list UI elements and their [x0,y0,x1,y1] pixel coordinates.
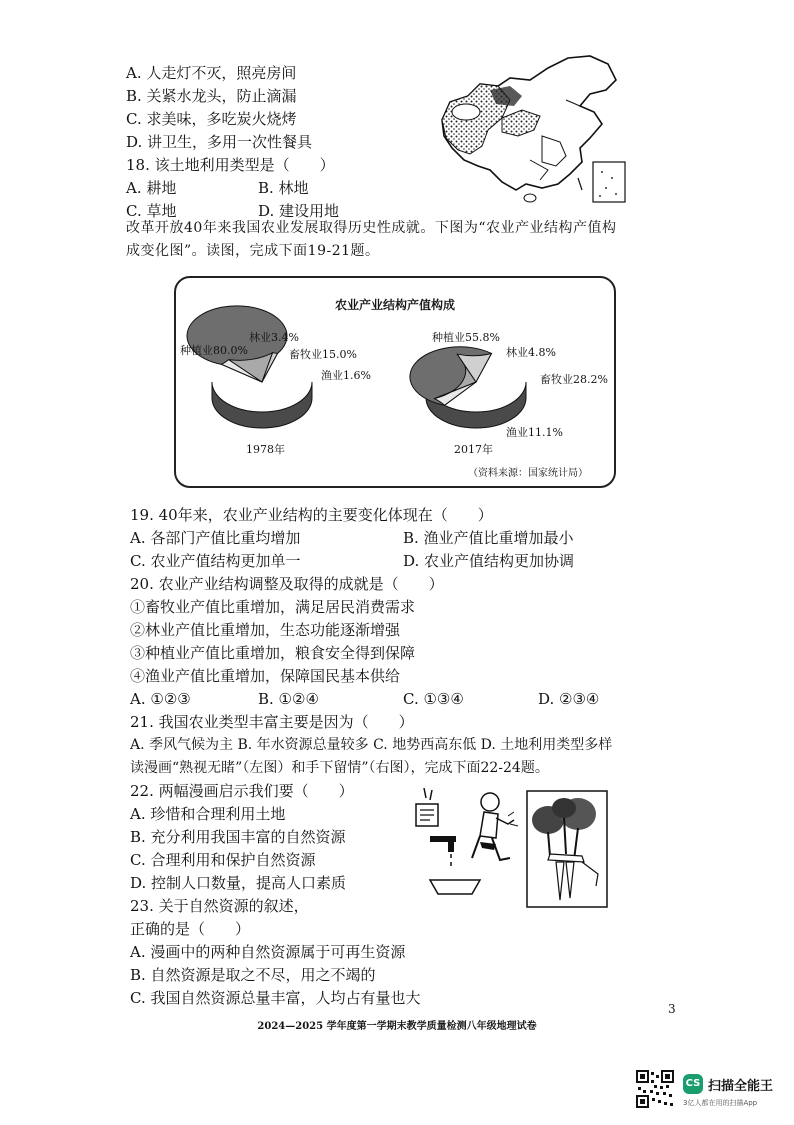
pie2017-label-forest: 林业4.8% [506,346,556,359]
intro-19-21-line1: 改革开放40年来我国农业发展取得历史性成就。下图为“农业产业结构产值构 [126,220,617,236]
q20-statement-4: ④渔业产值比重增加，保障国民基本供给 [130,667,401,685]
intro-19-21-line2: 成变化图”。读图，完成下面19-21题。 [126,243,380,259]
q22-stem: 22. 两幅漫画启示我们要（ ） [130,782,354,800]
q20-statement-2: ②林业产值比重增加，生态功能逐渐增强 [130,621,401,639]
q19-option-a: A. 各部门产值比重均增加 [130,529,301,547]
pie2017-label-fishery: 渔业11.1% [506,426,563,439]
q23-stem-line1: 23. 关于自然资源的叙述， [130,897,309,915]
faucet-cartoon-icon [410,788,522,900]
chart-source: （资料来源：国家统计局） [468,468,588,479]
q20-option-c: C. ①③④ [403,690,464,708]
q23-option-a: A. 漫画中的两种自然资源属于可再生资源 [130,943,406,961]
q23-stem-line2: 正确的是（ ） [130,920,251,938]
q20-option-b: B. ①②④ [258,690,319,708]
q17-option-b: B. 关紧水龙头，防止滴漏 [126,87,297,105]
q17-option-c: C. 求美味，多吃炭火烧烤 [126,110,297,128]
q23-option-c: C. 我国自然资源总量丰富，人均占有量也大 [130,989,421,1007]
pie1978-label-livestock: 畜牧业15.0% [289,348,357,361]
pie-0 [187,306,312,428]
q20-option-d: D. ②③④ [538,690,600,708]
q20-stem: 20. 农业产业结构调整及取得的成就是（ ） [130,575,444,593]
qr-code-icon [636,1070,674,1108]
pie1978-year: 1978年 [246,443,285,456]
pie-0-side [212,382,312,428]
pie2017-label-livestock: 畜牧业28.2% [540,373,608,386]
intro-22-24: 读漫画“熟视无睹”（左图）和手下留情”（右图），完成下面22-24题。 [130,760,549,776]
chart-title: 农业产业结构产值构成 [334,298,455,312]
pie2017-year: 2017年 [454,443,493,456]
pie1978-label-forest: 林业3.4% [249,331,299,344]
q20-statement-3: ③种植业产值比重增加，粮食安全得到保障 [130,644,416,662]
china-map-icon [430,50,645,210]
scanner-app-name: 扫描全能王 [708,1079,774,1094]
q18-option-a: A. 耕地 [126,179,177,197]
q19-option-d: D. 农业产值结构更加协调 [403,552,575,570]
exam-footer: 2024—2025 学年度第一学期末教学质量检测八年级地理试卷 [257,1021,537,1032]
q22-option-c: C. 合理利用和保护自然资源 [130,851,316,869]
q18-option-c: C. 草地 [126,202,177,220]
q22-option-a: A. 珍惜和合理利用土地 [130,805,286,823]
q22-option-b: B. 充分利用我国丰富的自然资源 [130,828,346,846]
pie1978-label-fishery: 渔业1.6% [321,369,371,382]
tree-cartoon-icon [526,790,608,908]
q18-stem: 18. 该土地利用类型是（ ） [126,156,335,174]
q22-option-d: D. 控制人口数量，提高人口素质 [130,874,347,892]
q20-statement-1: ①畜牧业产值比重增加，满足居民消费需求 [130,598,416,616]
scanner-tagline: 3亿人都在用的扫描App [683,1099,758,1107]
pie2017-label-crop: 种植业55.8% [432,331,500,344]
q20-option-a: A. ①②③ [130,690,191,708]
q17-option-d: D. 讲卫生，多用一次性餐具 [126,133,313,151]
q21-stem: 21. 我国农业类型丰富主要是因为（ ） [130,713,414,731]
q19-option-c: C. 农业产值结构更加单一 [130,552,301,570]
q23-option-b: B. 自然资源是取之不尽，用之不竭的 [130,966,376,984]
pie1978-label-crop: 种植业80.0% [180,344,248,357]
q17-option-a: A. 人走灯不灭，照亮房间 [126,64,297,82]
q18-option-b: B. 林地 [258,179,309,197]
q21-options: A. 季风气候为主 B. 年水资源总量较多 C. 地势西高东低 D. 土地利用类型多样 [130,737,613,753]
page-number: 3 [668,1002,676,1016]
q19-stem: 19. 40年来，农业产业结构的主要变化体现在（ ） [130,506,493,524]
q19-option-b: B. 渔业产值比重增加最小 [403,529,574,547]
camscanner-logo-icon: CS [683,1074,703,1094]
pie-chart-frame [174,276,616,488]
q18-option-d: D. 建设用地 [258,202,340,220]
